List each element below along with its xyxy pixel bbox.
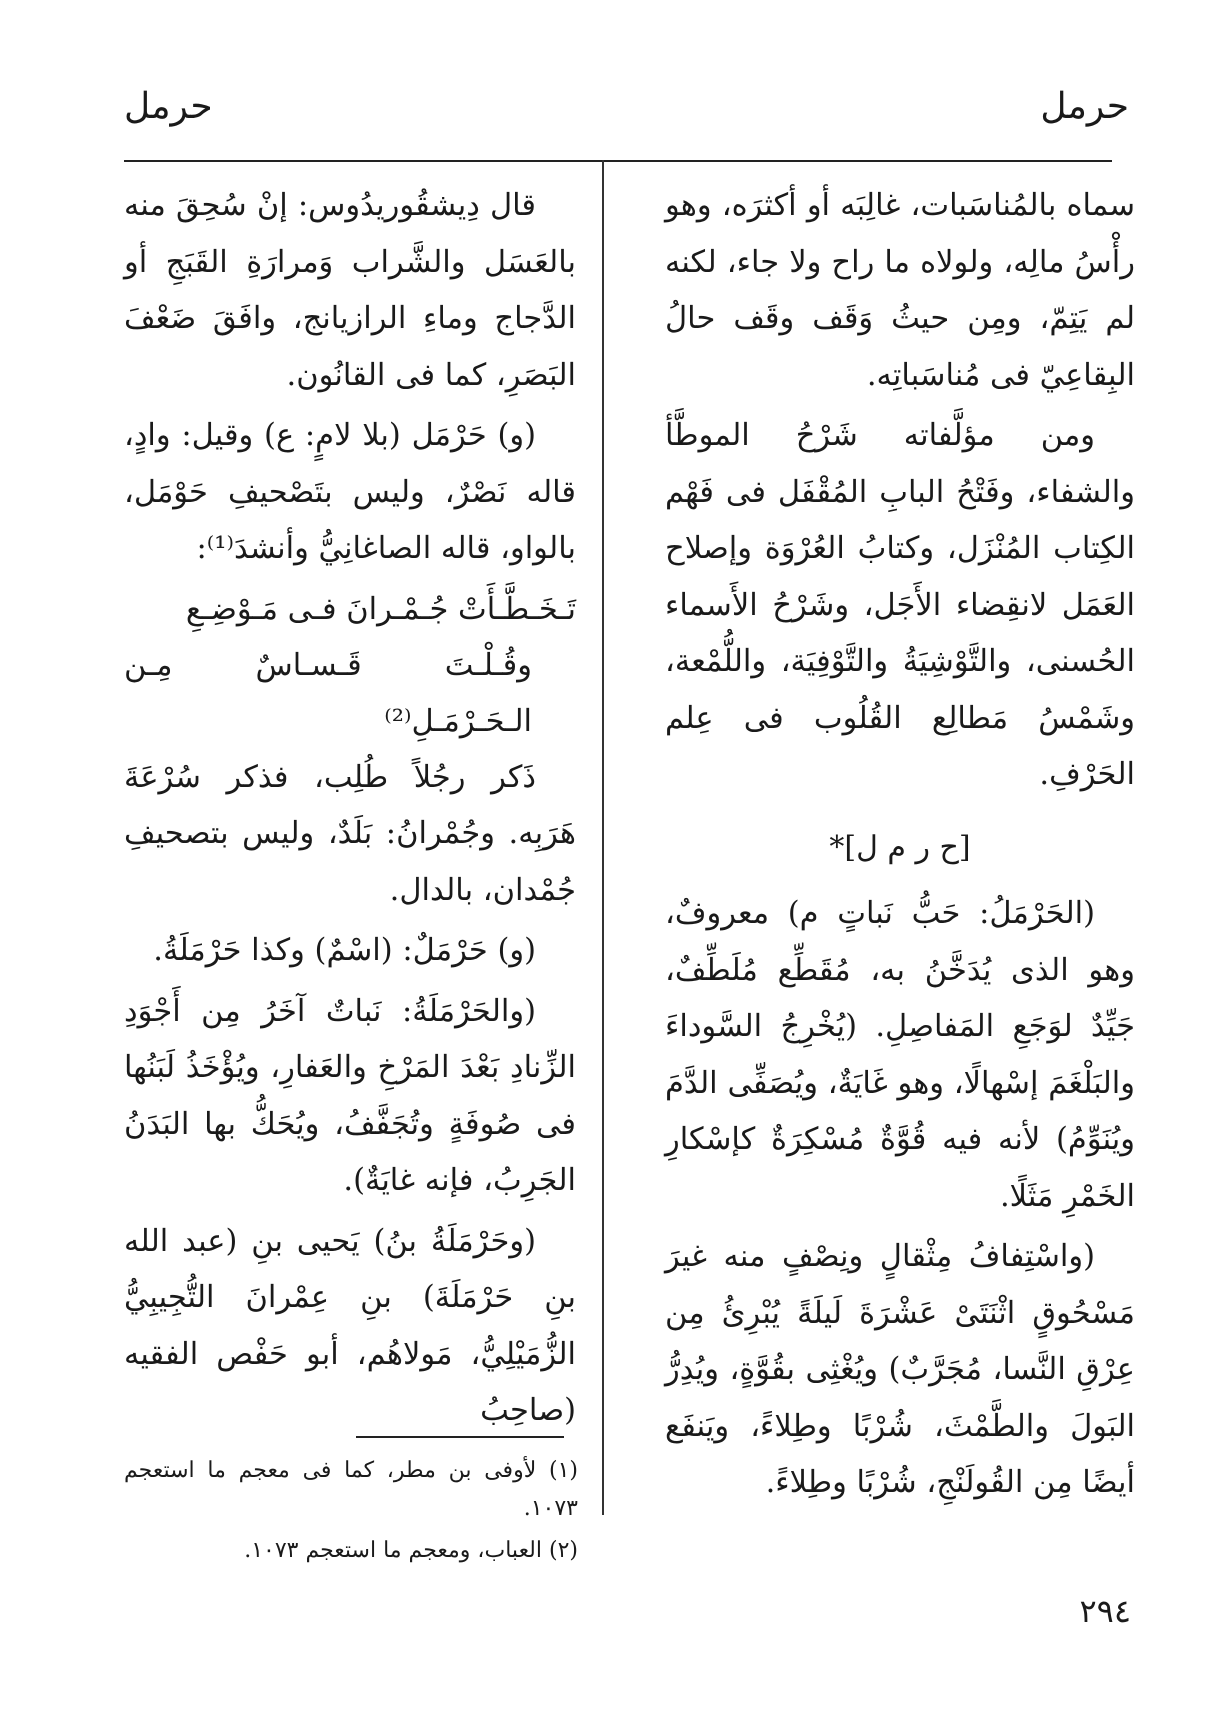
- paragraph: ذَكر رجُلاً طُلِب، فذكر سُرْعَةَ هَرَبِه. وجُمْرانُ: بَلَدٌ، وليس بتصحيفِ جُمْدان، بالدال.: [124, 759, 576, 908]
- verse-line: تَـخَـطَّـأَتْ جُـمْـرانَ فـى مَـوْضِـعِ: [185, 591, 576, 627]
- paragraph: (والحَرْمَلَةُ: نَباتٌ آخَرُ مِن أَجْوَدِ الزِّنادِ بَعْدَ المَرْخِ والعَفارِ، ويُؤْخَذُ لَبَنُها فى صُوفَةٍ وتُجَفَّفُ، ويُحَكُّ بها البَدَنُ الجَرِبُ، فإنه غايَةٌ).: [124, 993, 576, 1198]
- header-word-right: حرمل: [1040, 86, 1129, 127]
- right-column: [665, 178, 1135, 1516]
- header-rule: [124, 160, 1112, 162]
- left-column: [124, 178, 576, 1444]
- footnote-rule: [356, 1436, 564, 1438]
- paragraph: (وحَرْمَلَةُ بنُ) يَحيى بنِ (عبد الله بنِ حَرْمَلَةَ) بنِ عِمْرانَ التُّجِيبِيُّ الزُّمَيْلِيُّ، مَولاهُم، أبو حَفْص الفقيه (صاحِبُ: [124, 1223, 576, 1428]
- footnotes: [124, 1452, 578, 1574]
- page-number: ٢٩٤: [1079, 1592, 1131, 1630]
- header-word-left: حرمل: [124, 86, 213, 127]
- paragraph: قال دِيشقُوريدُوس: إنْ سُحِقَ منه بالعَسَل والشَّراب وَمرارَةِ القَبَجِ أو الدَّجاج وماءِ الرازيانج، وافَقَ ضَعْفَ البَصَرِ، كما فى القانُون.: [124, 188, 576, 393]
- footnote: (١) لأوفى بن مطر، كما فى معجم ما استعجم ١٠٧٣.: [124, 1458, 578, 1521]
- footnote: (٢) العباب، ومعجم ما استعجم ١٠٧٣.: [244, 1538, 578, 1563]
- verse-line: وقُـلْـتَ قَـسـاسٌ مِـن الـحَـرْمَـلِ⁽²⁾: [124, 647, 532, 739]
- column-divider: [602, 160, 604, 1515]
- section-heading: [ح ر م ل]*: [829, 829, 971, 865]
- paragraph: ومن مؤلَّفاته شَرْحُ الموطَّأ والشفاء، وفَتْحُ البابِ المُقْفَل فى فَهْم الكِتاب المُنْزَل، وكتابُ العُرْوَة وإصلاح العَمَل لانقِضاء الأَجَل، وشَرْحُ الأَسماء الحُسنى، والتَّوْشِيَةُ والتَّوْفِيَة، واللُّمْعة، وشَمْسُ مَطالِع القُلُوب فى عِلم الحَرْفِ.: [665, 418, 1135, 792]
- paragraph: (و) حَرْمَل (بلا لامٍ: ع) وقيل: وادٍ، قاله نَصْرٌ، وليس بتَصْحيفِ حَوْمَل، بالواو، قاله الصاغانِيُّ وأنشدَ⁽¹⁾:: [124, 418, 576, 566]
- paragraph: (الحَرْمَلُ: حَبُّ نَباتٍ م) معروفٌ، وهو الذى يُدَخَّنُ به، مُقَطِّع مُلَطِّفٌ، جَيِّدٌ لوَجَعِ المَفاصِلِ. (يُخْرِجُ السَّوداءَ والبَلْغَمَ إسْهالًا، وهو غَايَةٌ، ويُصَفِّى الدَّمَ ويُنَوِّمُ) لأنه فيه قُوَّةٌ مُسْكِرَةٌ كإسْكارِ الخَمْرِ مَثَلًا.: [665, 896, 1135, 1214]
- paragraph: سماه بالمُناسَبات، غالِبَه أو أكثرَه، وهو رأْسُ مالِه، ولولاه ما راح ولا جاء، لكنه لم يَتِمّ، ومِن حيثُ وَقَف وقَف حالُ البِقاعِيّ فى مُناسَباتِه.: [665, 188, 1135, 393]
- paragraph: (و) حَرْمَلٌ: (اسْمٌ) وكذا حَرْمَلَةُ.: [153, 933, 536, 968]
- paragraph: (واسْتِفافُ مِثْقالٍ ونِصْفٍ منه غيرَ مَسْحُوقٍ اثْنَتَىْ عَشْرَةَ لَيلَةً يُبْرِئُ مِن عِرْقِ النَّسا، مُجَرَّبٌ) ويُغْثِى بقُوَّةٍ، ويُدِرُّ البَولَ والطَّمْثَ، شُرْبًا وطِلاءً، ويَنفَع أيضًا مِن القُولَنْجِ، شُرْبًا وطِلاءً.: [665, 1239, 1135, 1500]
